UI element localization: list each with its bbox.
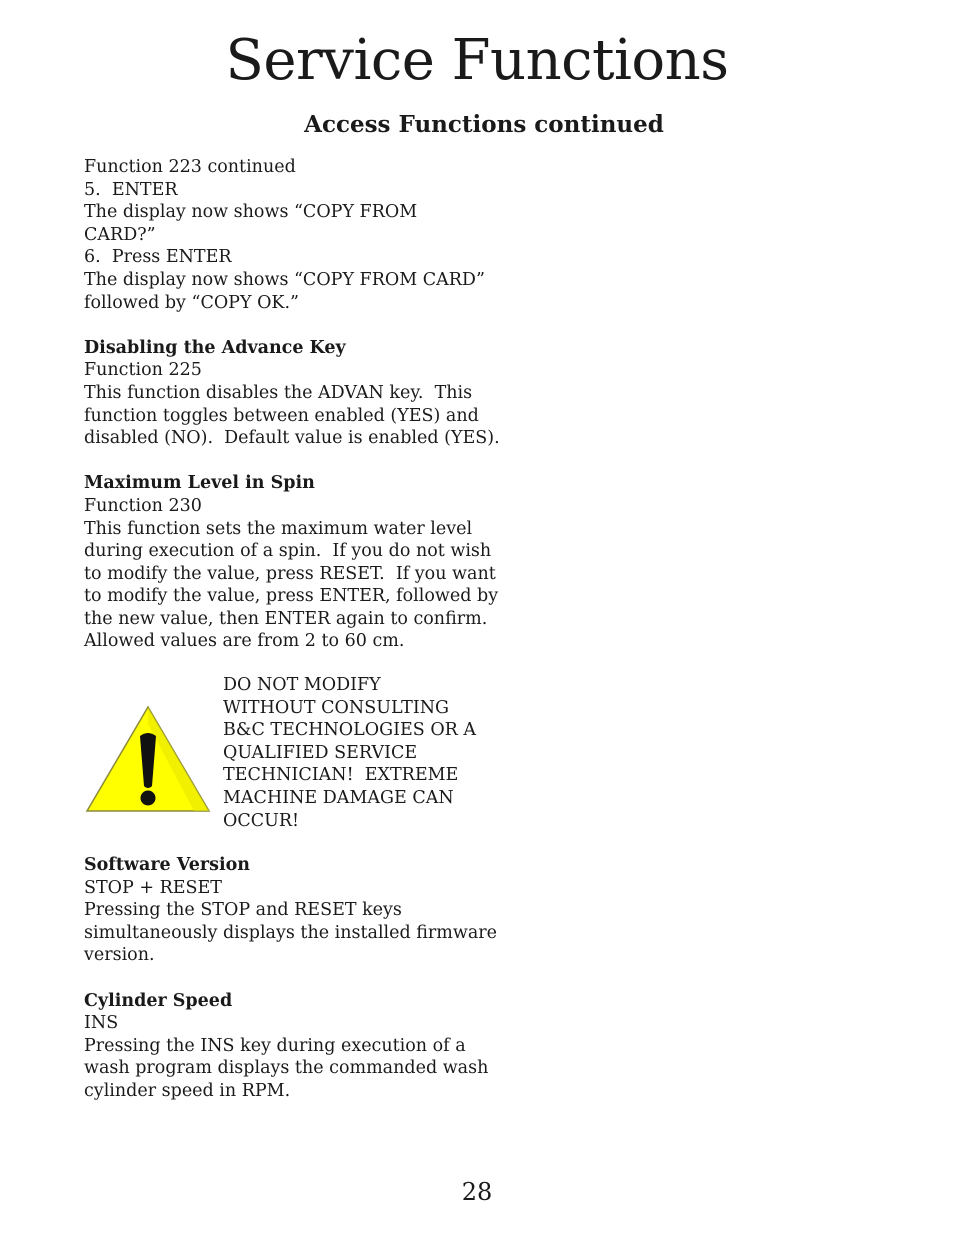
- warning-line: MACHINE DAMAGE CAN: [223, 787, 454, 808]
- section-line: Function 225: [84, 360, 202, 381]
- page-number: 28: [461, 1178, 493, 1206]
- warning-line: QUALIFIED SERVICE: [223, 742, 418, 763]
- section-line: Pressing the INS key during execution of a: [84, 1035, 466, 1056]
- section-line: Allowed values are from 2 to 60 cm.: [84, 631, 405, 652]
- content-column-top: [84, 156, 500, 653]
- page-subtitle: Access Functions continued: [304, 111, 664, 138]
- section-heading: Cylinder Speed: [84, 990, 233, 1011]
- section-disable-advance-key: [84, 337, 500, 450]
- section-line: to modify the value, press ENTER, followed by: [84, 586, 499, 607]
- section-line: the new value, then ENTER again to confirm.: [84, 608, 488, 629]
- warning-block: [84, 674, 484, 834]
- section-heading: Maximum Level in Spin: [84, 473, 315, 494]
- section-max-level-spin: [84, 472, 500, 653]
- section-software-version: [84, 854, 497, 967]
- intro-line: 5. ENTER: [84, 179, 178, 200]
- warning-text: [223, 674, 476, 832]
- spacer: [84, 314, 500, 337]
- warning-line: OCCUR!: [223, 810, 300, 831]
- section-line: simultaneously displays the installed firmware: [84, 922, 498, 943]
- warning-line: WITHOUT CONSULTING: [223, 697, 450, 718]
- warning-line: TECHNICIAN! EXTREME: [223, 765, 459, 786]
- page-title: Service Functions: [225, 28, 729, 93]
- intro-line: The display now shows “COPY FROM: [84, 202, 418, 223]
- section-line: function toggles between enabled (YES) and: [84, 405, 479, 426]
- section-cylinder-speed: [84, 990, 497, 1103]
- intro-line: The display now shows “COPY FROM CARD”: [84, 269, 485, 290]
- section-line: INS: [84, 1013, 119, 1034]
- section-line: This function sets the maximum water level: [84, 518, 473, 539]
- intro-line: 6. Press ENTER: [84, 247, 232, 268]
- warning-line: B&C TECHNOLOGIES OR A: [223, 720, 477, 741]
- content-column-bottom: [84, 854, 497, 1103]
- section-heading: Disabling the Advance Key: [84, 337, 346, 358]
- intro-line: Function 223 continued: [84, 157, 296, 177]
- warning-line: DO NOT MODIFY: [223, 675, 381, 695]
- section-line: This function disables the ADVAN key. This: [84, 382, 473, 403]
- section-line: disabled (NO). Default value is enabled (YES).: [84, 428, 500, 449]
- section-line: Function 230: [84, 495, 202, 516]
- warning-icon: [84, 704, 212, 814]
- spacer: [84, 450, 500, 473]
- section-line: cylinder speed in RPM.: [84, 1080, 291, 1101]
- section-line: to modify the value, press RESET. If you want: [84, 563, 496, 584]
- intro-block: [84, 156, 500, 314]
- intro-line: followed by “COPY OK.”: [84, 292, 299, 313]
- spacer: [84, 967, 497, 990]
- intro-line: CARD?”: [84, 224, 156, 245]
- section-heading: Software Version: [84, 855, 250, 875]
- section-line: Pressing the STOP and RESET keys: [84, 900, 402, 921]
- section-line: wash program displays the commanded wash: [84, 1058, 489, 1079]
- section-line: version.: [84, 945, 155, 966]
- section-line: STOP + RESET: [84, 877, 222, 898]
- section-line: during execution of a spin. If you do not wish: [84, 541, 492, 562]
